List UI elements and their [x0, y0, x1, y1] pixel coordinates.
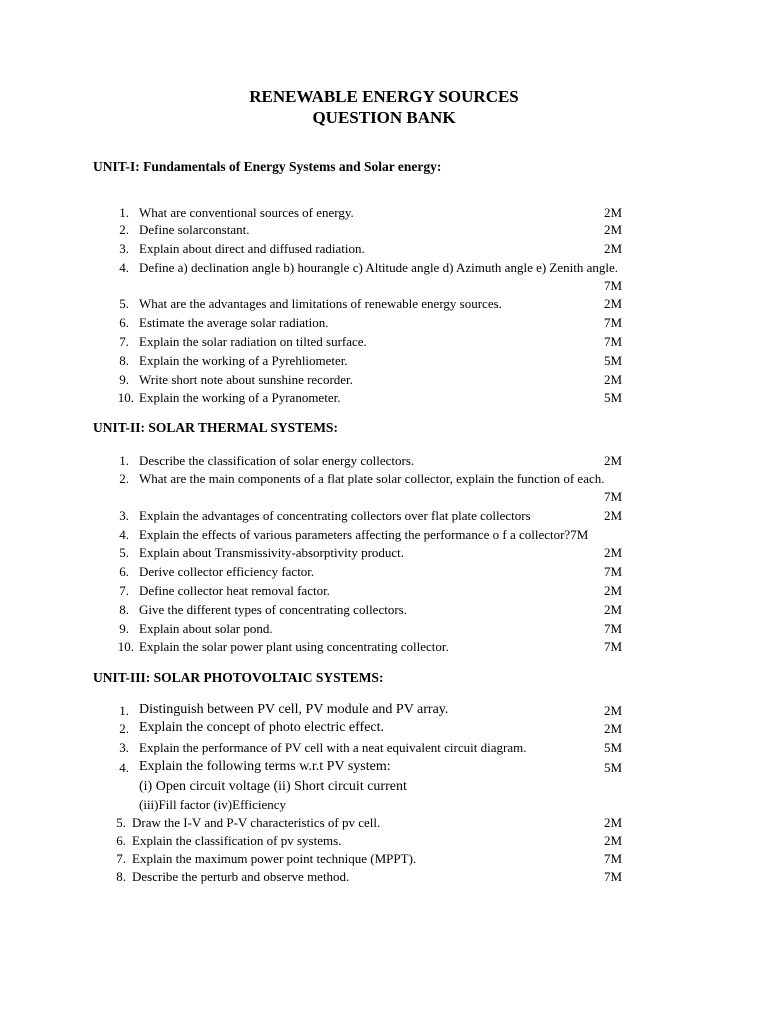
question-marks: 2M [604, 721, 623, 736]
question-marks: 7M [604, 489, 623, 504]
question-text: Write short note about sunshine recorder. [139, 372, 353, 387]
question-text: What are the advantages and limitations of renewable energy sources. [139, 296, 502, 311]
question-marks: 7M [604, 621, 623, 636]
question-text: Explain the classification of pv systems. [132, 833, 342, 848]
question-text: Define solarconstant. [139, 222, 250, 237]
question-text: Explain the working of a Pyranometer. [139, 390, 341, 405]
question-marks: 5M [604, 740, 623, 755]
question-text: Define a) declination angle b) hourangle c) Altitude angle d) Azimuth angle e) Zenith angle. [139, 260, 619, 275]
question-number: 4. [119, 527, 129, 542]
document-title: RENEWABLE ENERGY SOURCES [249, 87, 519, 106]
question-marks: 5M [604, 390, 623, 405]
question-number: 6. [119, 564, 129, 579]
question-number: 8. [119, 353, 129, 368]
question-text: Explain about direct and diffused radiation. [139, 241, 365, 256]
question-subtext: (iii)Fill factor (iv)Efficiency [139, 797, 287, 812]
question-marks: 7M [604, 315, 623, 330]
question-marks: 7M [604, 334, 623, 349]
question-text: Explain the working of a Pyrehliometer. [139, 353, 348, 368]
question-text: Explain the solar power plant using concentrating collector. [139, 639, 449, 654]
question-number: 8. [116, 869, 126, 884]
unit-2-heading: UNIT-II: SOLAR THERMAL SYSTEMS: [93, 420, 338, 435]
question-number: 2. [119, 471, 129, 486]
question-marks: 2M [604, 545, 623, 560]
question-text: Explain the following terms w.r.t PV system: [139, 759, 391, 774]
question-number: 1. [119, 205, 129, 220]
question-text: What are conventional sources of energy. [139, 205, 354, 220]
question-marks: 5M [604, 353, 623, 368]
question-text: Describe the classification of solar energy collectors. [139, 453, 415, 468]
question-number: 7. [119, 583, 129, 598]
question-text: Derive collector efficiency factor. [139, 564, 315, 579]
question-number: 6. [119, 315, 129, 330]
question-number: 3. [119, 241, 129, 256]
question-number: 5. [116, 815, 126, 830]
document-subtitle: QUESTION BANK [312, 108, 456, 127]
question-text: Explain the concept of photo electric effect. [139, 720, 385, 735]
question-number: 6. [116, 833, 126, 848]
question-text: Draw the I-V and P-V characteristics of pv cell. [132, 815, 381, 830]
question-number: 1. [119, 703, 129, 718]
question-marks: 2M [604, 296, 623, 311]
question-marks: 2M [604, 833, 623, 848]
question-number: 9. [119, 372, 129, 387]
question-text: Explain the advantages of concentrating collectors over flat plate collectors [139, 508, 531, 523]
question-marks: 7M [604, 851, 623, 866]
question-marks: 2M [604, 703, 623, 718]
question-text: Describe the perturb and observe method. [132, 869, 350, 884]
question-text: Explain the performance of PV cell with a neat equivalent circuit diagram. [139, 740, 527, 755]
question-number: 9. [119, 621, 129, 636]
question-marks: 2M [604, 508, 623, 523]
question-marks: 2M [604, 241, 623, 256]
question-marks: 2M [604, 583, 623, 598]
question-text: Explain the effects of various parameters affecting the performance o f a collector?7M [139, 527, 589, 542]
unit-3-heading: UNIT-III: SOLAR PHOTOVOLTAIC SYSTEMS: [93, 670, 384, 685]
unit-1-heading: UNIT-I: Fundamentals of Energy Systems and Solar energy: [93, 159, 442, 174]
question-number: 10. [117, 639, 134, 654]
question-subtext: (i) Open circuit voltage (ii) Short circuit current [139, 779, 407, 794]
question-number: 10. [117, 390, 134, 405]
question-marks: 2M [604, 372, 623, 387]
question-text: Define collector heat removal factor. [139, 583, 330, 598]
question-number: 5. [119, 296, 129, 311]
question-text: Explain about solar pond. [139, 621, 273, 636]
question-number: 5. [119, 545, 129, 560]
question-text: Estimate the average solar radiation. [139, 315, 329, 330]
question-marks: 2M [604, 222, 623, 237]
question-number: 4. [119, 260, 129, 275]
question-marks: 5M [604, 760, 623, 775]
question-marks: 2M [604, 602, 623, 617]
question-marks: 7M [604, 869, 623, 884]
question-number: 3. [119, 740, 129, 755]
question-text: What are the main components of a flat plate solar collector, explain the function of each. [139, 471, 605, 486]
question-number: 2. [119, 222, 129, 237]
question-marks: 2M [604, 205, 623, 220]
question-text: Distinguish between PV cell, PV module and PV array. [139, 702, 449, 717]
question-number: 1. [119, 453, 129, 468]
question-marks: 7M [604, 639, 623, 654]
question-text: Explain the maximum power point technique (MPPT). [132, 851, 417, 866]
question-marks: 7M [604, 564, 623, 579]
question-number: 7. [116, 851, 126, 866]
question-number: 2. [119, 721, 129, 736]
question-text: Give the different types of concentrating collectors. [139, 602, 407, 617]
question-number: 3. [119, 508, 129, 523]
question-marks: 2M [604, 453, 623, 468]
question-number: 7. [119, 334, 129, 349]
question-number: 4. [119, 760, 129, 775]
question-marks: 7M [604, 278, 623, 293]
question-marks: 2M [604, 815, 623, 830]
question-number: 8. [119, 602, 129, 617]
question-text: Explain about Transmissivity-absorptivity product. [139, 545, 405, 560]
question-text: Explain the solar radiation on tilted surface. [139, 334, 367, 349]
